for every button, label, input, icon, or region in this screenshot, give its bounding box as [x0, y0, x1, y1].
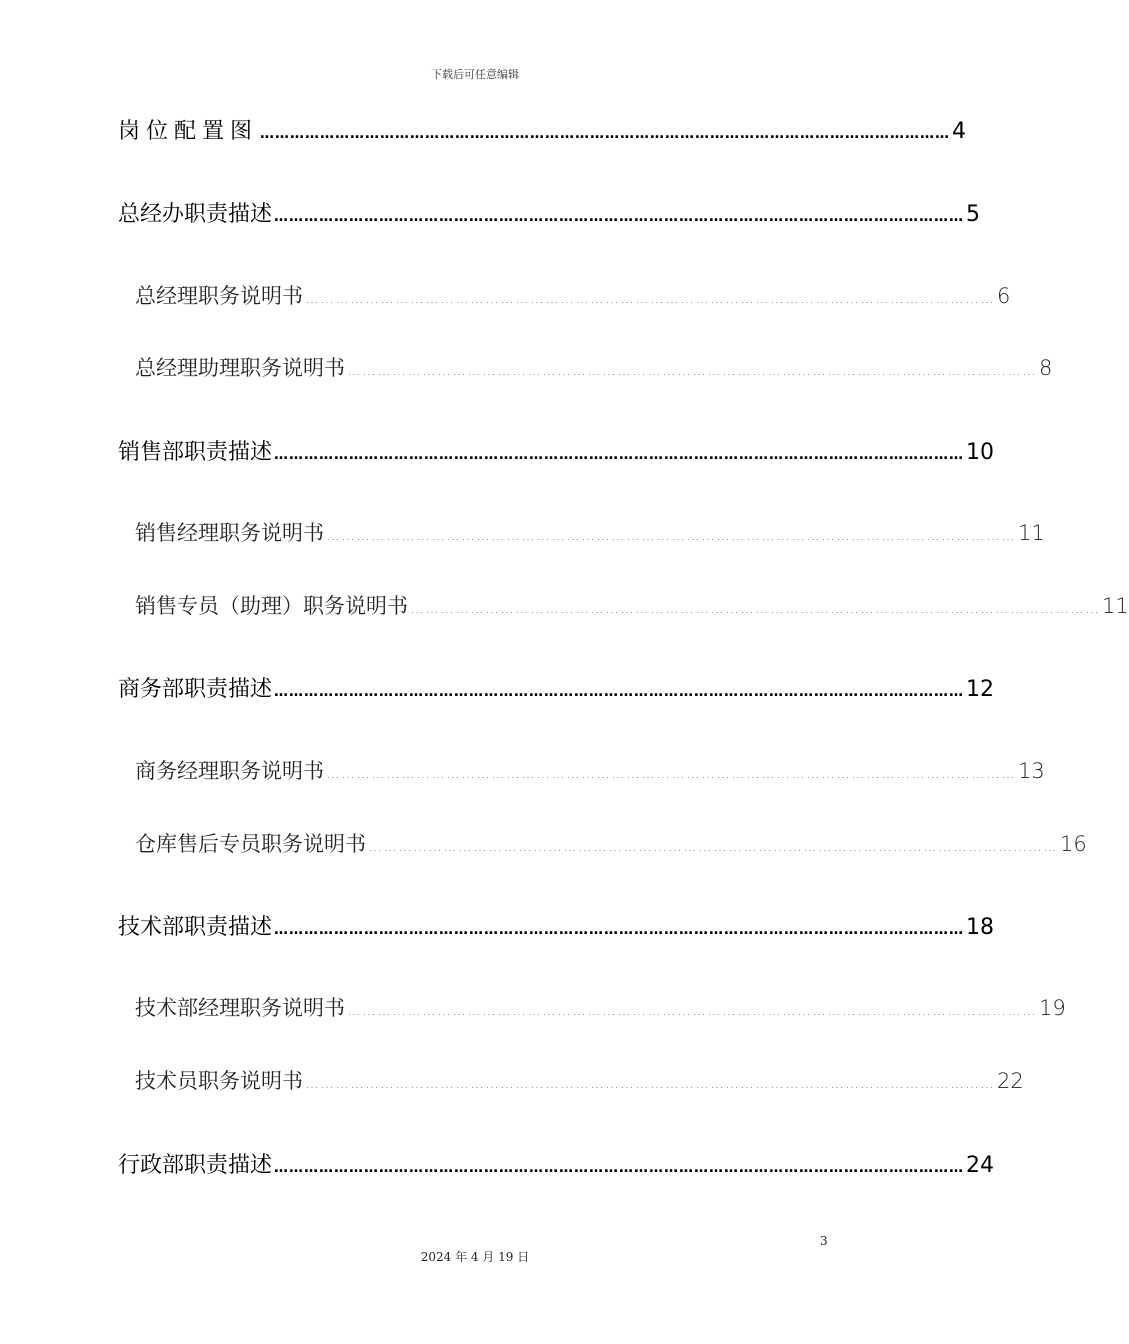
toc-dot-leader: …………………………………………………………………………………………………………………………: [260, 126, 951, 142]
toc-entry-title: 销售部职责描述: [118, 440, 273, 465]
toc-dot-leader: …………………………………………………………………………………………………………………………: [305, 1076, 995, 1092]
toc-entry-title: 技术员职务说明书: [135, 1069, 303, 1093]
toc-entry-page: 4: [952, 119, 967, 144]
toc-entry-gm-assistant-job-description[interactable]: [135, 352, 1053, 382]
toc-dot-leader: …………………………………………………………………………………………………………………………: [347, 363, 1037, 379]
toc-entry-tech-manager-job-description[interactable]: [135, 992, 1066, 1022]
toc-entry-title: 行政部职责描述: [118, 1153, 273, 1178]
toc-entry-title: 技术部经理职务说明书: [135, 996, 345, 1020]
toc-entry-page: 12: [966, 677, 995, 702]
toc-entry-page: 18: [966, 915, 995, 940]
toc-entry-title: 商务经理职务说明书: [135, 759, 324, 783]
toc-entry-title: 岗位配置图: [118, 119, 259, 144]
toc-entry-title: 销售经理职务说明书: [135, 521, 324, 545]
toc-dot-leader: …………………………………………………………………………………………………………………………: [368, 839, 1058, 855]
toc-entry-page: 11: [1102, 594, 1129, 618]
toc-entry-page: 5: [966, 202, 981, 227]
toc-entry-title: 仓库售后专员职务说明书: [135, 832, 366, 856]
toc-entry-page: 19: [1039, 996, 1066, 1020]
toc-entry-business-dept[interactable]: [118, 672, 995, 703]
toc-entry-page: 13: [1018, 759, 1045, 783]
toc-dot-leader: …………………………………………………………………………………………………………………………: [274, 684, 965, 700]
toc-entry-gm-job-description[interactable]: [135, 280, 1011, 310]
toc-entry-business-manager-job-description[interactable]: [135, 755, 1045, 785]
toc-entry-tech-dept[interactable]: [118, 910, 995, 941]
toc-entry-page: 16: [1060, 832, 1087, 856]
toc-entry-title: 总经理助理职务说明书: [135, 356, 345, 380]
toc-entry-page: 22: [997, 1069, 1024, 1093]
toc-entry-title: 总经理职务说明书: [135, 284, 303, 308]
toc-entry-sales-manager-job-description[interactable]: [135, 517, 1045, 547]
toc-dot-leader: …………………………………………………………………………………………………………………………: [305, 291, 995, 307]
page-number: 3: [820, 1234, 828, 1248]
toc-entry-title: 总经办职责描述: [118, 202, 273, 227]
toc-dot-leader: …………………………………………………………………………………………………………………………: [274, 209, 965, 225]
footer-date: 2024 年 4 月 19 日: [420, 1250, 530, 1264]
toc-entry-sales-dept[interactable]: [118, 435, 995, 466]
toc-dot-leader: …………………………………………………………………………………………………………………………: [347, 1003, 1037, 1019]
toc-entry-page: 24: [966, 1153, 995, 1178]
toc-entry-technician-job-description[interactable]: [135, 1065, 1024, 1095]
toc-entry-sales-specialist-job-description[interactable]: [135, 590, 1129, 620]
toc-entry-page: 8: [1039, 356, 1053, 380]
toc-dot-leader: …………………………………………………………………………………………………………………………: [274, 447, 965, 463]
toc-dot-leader: …………………………………………………………………………………………………………………………: [410, 601, 1100, 617]
toc-entry-title: 技术部职责描述: [118, 915, 273, 940]
toc-entry-page: 10: [966, 440, 995, 465]
toc-dot-leader: …………………………………………………………………………………………………………………………: [326, 528, 1016, 544]
toc-entry-admin-dept[interactable]: [118, 1148, 995, 1179]
toc-entry-page: 6: [997, 284, 1011, 308]
toc-dot-leader: …………………………………………………………………………………………………………………………: [274, 922, 965, 938]
toc-dot-leader: …………………………………………………………………………………………………………………………: [326, 766, 1016, 782]
toc-entry-title: 销售专员（助理）职务说明书: [135, 594, 408, 618]
page-header: 下载后可任意编辑: [431, 68, 519, 81]
toc-entry-title: 商务部职责描述: [118, 677, 273, 702]
toc-entry-gm-office[interactable]: [118, 197, 981, 228]
toc-entry-position-chart[interactable]: [118, 114, 967, 145]
toc-entry-warehouse-specialist-job-description[interactable]: [135, 828, 1087, 858]
toc-dot-leader: …………………………………………………………………………………………………………………………: [274, 1160, 965, 1176]
toc-entry-page: 11: [1018, 521, 1045, 545]
